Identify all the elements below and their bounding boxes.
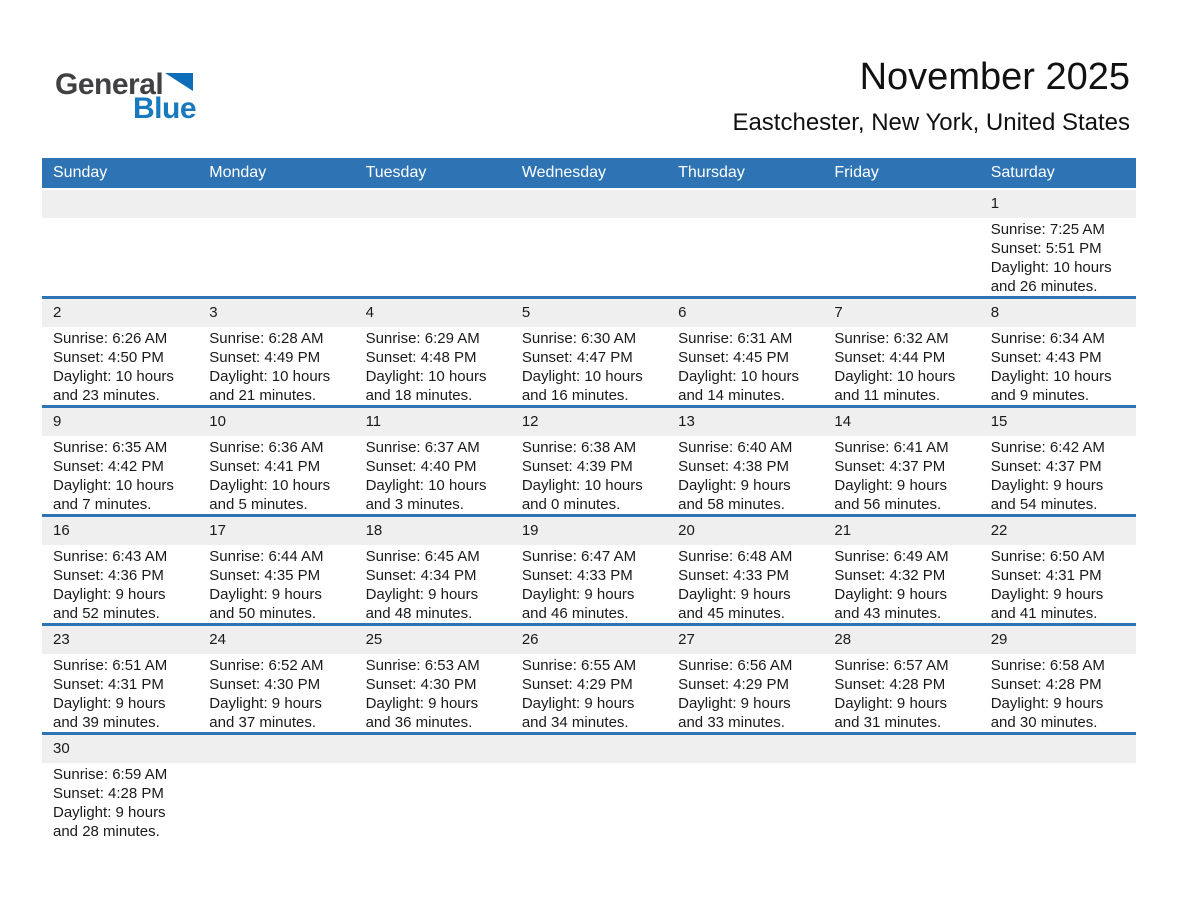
day-number	[355, 190, 511, 218]
daylight-minutes-text: and 36 minutes.	[365, 714, 473, 731]
title-block	[732, 56, 1130, 137]
sunrise-text: Sunrise: 6:42 AM	[990, 439, 1105, 456]
day-cell-21	[823, 517, 979, 623]
sunrise-text: Sunrise: 6:49 AM	[834, 548, 949, 565]
day-details	[667, 327, 823, 405]
daylight-minutes-text: and 16 minutes.	[521, 387, 629, 404]
daylight-hours-text: Daylight: 9 hours	[521, 695, 635, 712]
day-cell-empty	[511, 190, 667, 296]
day-number: 21	[823, 517, 979, 545]
generalblue-logo	[55, 70, 196, 124]
sunrise-text: Sunrise: 6:43 AM	[53, 548, 168, 565]
day-number: 8	[980, 299, 1136, 327]
day-number: 9	[42, 408, 198, 436]
day-details	[355, 545, 511, 623]
sunset-text: Sunset: 4:29 PM	[678, 676, 790, 693]
sunrise-text: Sunrise: 6:28 AM	[209, 330, 324, 347]
day-details	[355, 763, 511, 841]
day-cell-empty	[198, 735, 354, 841]
sunset-text: Sunset: 4:44 PM	[834, 349, 946, 366]
weekday-header-tuesday: Tuesday	[365, 164, 427, 181]
day-number	[667, 735, 823, 763]
day-details	[980, 654, 1136, 732]
day-details	[198, 545, 354, 623]
day-number: 26	[511, 626, 667, 654]
daylight-hours-text: Daylight: 10 hours	[834, 368, 956, 385]
day-cell-11	[355, 408, 511, 514]
daylight-hours-text: Daylight: 9 hours	[521, 586, 635, 603]
daylight-hours-text: Daylight: 10 hours	[990, 368, 1112, 385]
day-number: 15	[980, 408, 1136, 436]
day-cell-18	[355, 517, 511, 623]
daylight-minutes-text: and 7 minutes.	[53, 496, 152, 513]
sunset-text: Sunset: 5:51 PM	[990, 240, 1102, 257]
daylight-hours-text: Daylight: 9 hours	[990, 695, 1104, 712]
daylight-minutes-text: and 43 minutes.	[834, 605, 942, 622]
daylight-minutes-text: and 18 minutes.	[365, 387, 473, 404]
day-number: 22	[980, 517, 1136, 545]
daylight-hours-text: Daylight: 9 hours	[990, 477, 1104, 494]
day-details	[198, 327, 354, 405]
daylight-hours-text: Daylight: 10 hours	[521, 368, 643, 385]
sunrise-text: Sunrise: 6:40 AM	[678, 439, 793, 456]
day-number	[42, 190, 198, 218]
sunrise-text: Sunrise: 6:44 AM	[209, 548, 324, 565]
day-details	[198, 436, 354, 514]
day-details	[355, 654, 511, 732]
sunrise-text: Sunrise: 6:35 AM	[53, 439, 168, 456]
day-number: 1	[980, 190, 1136, 218]
day-details	[511, 218, 667, 296]
daylight-hours-text: Daylight: 10 hours	[53, 477, 174, 494]
daylight-hours-text: Daylight: 10 hours	[365, 477, 487, 494]
day-details	[980, 327, 1136, 405]
sunset-text: Sunset: 4:36 PM	[53, 567, 164, 584]
sunset-text: Sunset: 4:48 PM	[365, 349, 477, 366]
day-details	[198, 218, 354, 296]
day-cell-23	[42, 626, 198, 732]
daylight-hours-text: Daylight: 10 hours	[365, 368, 487, 385]
calendar-grid	[42, 190, 1136, 841]
daylight-hours-text: Daylight: 9 hours	[678, 586, 791, 603]
daylight-minutes-text: and 52 minutes.	[53, 605, 160, 622]
day-cell-24	[198, 626, 354, 732]
sunset-text: Sunset: 4:28 PM	[53, 785, 164, 802]
sunset-text: Sunset: 4:29 PM	[521, 676, 633, 693]
day-number: 14	[823, 408, 979, 436]
weekday-header-monday: Monday	[209, 164, 267, 181]
day-details	[511, 763, 667, 841]
day-cell-empty	[667, 190, 823, 296]
day-details	[42, 436, 198, 514]
day-number: 7	[823, 299, 979, 327]
day-cell-empty	[42, 190, 198, 296]
day-number: 23	[42, 626, 198, 654]
day-details	[355, 327, 511, 405]
sunrise-text: Sunrise: 6:30 AM	[521, 330, 637, 347]
sunrise-text: Sunrise: 6:45 AM	[365, 548, 480, 565]
daylight-hours-text: Daylight: 9 hours	[834, 586, 947, 603]
week-row-1	[42, 190, 1136, 299]
sunset-text: Sunset: 4:32 PM	[834, 567, 946, 584]
weekday-header-saturday: Saturday	[990, 164, 1055, 181]
day-details	[667, 218, 823, 296]
sunrise-text: Sunrise: 6:29 AM	[365, 330, 480, 347]
day-number: 29	[980, 626, 1136, 654]
day-details	[42, 763, 198, 841]
day-number	[511, 190, 667, 218]
daylight-hours-text: Daylight: 9 hours	[678, 477, 791, 494]
day-details	[42, 654, 198, 732]
daylight-hours-text: Daylight: 10 hours	[209, 477, 331, 494]
sunrise-text: Sunrise: 6:48 AM	[678, 548, 793, 565]
weekday-header-thursday: Thursday	[678, 164, 745, 181]
day-details	[823, 327, 979, 405]
day-details	[980, 763, 1136, 841]
day-cell-empty	[823, 735, 979, 841]
sunset-text: Sunset: 4:35 PM	[209, 567, 321, 584]
sunset-text: Sunset: 4:31 PM	[53, 676, 164, 693]
day-number	[980, 735, 1136, 763]
logo-triangle-icon	[165, 72, 193, 91]
daylight-hours-text: Daylight: 9 hours	[53, 695, 166, 712]
daylight-hours-text: Daylight: 9 hours	[365, 695, 479, 712]
day-cell-4	[355, 299, 511, 405]
daylight-hours-text: Daylight: 10 hours	[678, 368, 800, 385]
sunset-text: Sunset: 4:47 PM	[521, 349, 633, 366]
day-details	[511, 654, 667, 732]
calendar-table	[42, 158, 1136, 841]
daylight-hours-text: Daylight: 9 hours	[990, 586, 1104, 603]
sunset-text: Sunset: 4:37 PM	[834, 458, 946, 475]
daylight-hours-text: Daylight: 10 hours	[53, 368, 174, 385]
day-number: 2	[42, 299, 198, 327]
day-details	[980, 218, 1136, 296]
day-details	[823, 218, 979, 296]
day-cell-1	[980, 190, 1136, 296]
week-row-5	[42, 626, 1136, 735]
day-details	[42, 327, 198, 405]
sunrise-text: Sunrise: 6:55 AM	[521, 657, 637, 674]
day-cell-2	[42, 299, 198, 405]
sunset-text: Sunset: 4:28 PM	[990, 676, 1102, 693]
sunrise-text: Sunrise: 6:32 AM	[834, 330, 949, 347]
daylight-hours-text: Daylight: 9 hours	[834, 695, 947, 712]
day-cell-28	[823, 626, 979, 732]
sunset-text: Sunset: 4:50 PM	[53, 349, 164, 366]
daylight-hours-text: Daylight: 10 hours	[521, 477, 643, 494]
week-row-6	[42, 735, 1136, 841]
daylight-minutes-text: and 45 minutes.	[678, 605, 785, 622]
day-number: 25	[355, 626, 511, 654]
day-cell-5	[511, 299, 667, 405]
sunrise-text: Sunrise: 6:52 AM	[209, 657, 324, 674]
day-number: 17	[198, 517, 354, 545]
weekday-header-row	[42, 158, 1136, 188]
sunset-text: Sunset: 4:43 PM	[990, 349, 1102, 366]
daylight-minutes-text: and 41 minutes.	[990, 605, 1098, 622]
day-cell-25	[355, 626, 511, 732]
day-cell-empty	[823, 190, 979, 296]
sunset-text: Sunset: 4:31 PM	[990, 567, 1102, 584]
day-cell-22	[980, 517, 1136, 623]
daylight-minutes-text: and 31 minutes.	[834, 714, 942, 731]
day-details	[823, 436, 979, 514]
day-details	[667, 436, 823, 514]
day-cell-17	[198, 517, 354, 623]
day-number	[198, 190, 354, 218]
day-cell-empty	[511, 735, 667, 841]
weekday-header-sunday: Sunday	[53, 164, 108, 181]
daylight-minutes-text: and 0 minutes.	[521, 496, 621, 513]
day-cell-empty	[355, 190, 511, 296]
sunset-text: Sunset: 4:33 PM	[678, 567, 790, 584]
daylight-minutes-text: and 23 minutes.	[53, 387, 160, 404]
day-number: 10	[198, 408, 354, 436]
daylight-minutes-text: and 33 minutes.	[678, 714, 785, 731]
day-cell-29	[980, 626, 1136, 732]
weekday-header-wednesday: Wednesday	[521, 164, 607, 181]
day-cell-12	[511, 408, 667, 514]
page-title: November 2025	[859, 56, 1130, 98]
day-number: 28	[823, 626, 979, 654]
logo-text-blue: Blue	[133, 92, 197, 125]
daylight-hours-text: Daylight: 9 hours	[53, 586, 166, 603]
day-details	[42, 218, 198, 296]
daylight-hours-text: Daylight: 9 hours	[834, 477, 947, 494]
day-details	[355, 436, 511, 514]
day-cell-9	[42, 408, 198, 514]
day-number: 6	[667, 299, 823, 327]
daylight-minutes-text: and 28 minutes.	[53, 823, 160, 840]
day-number: 18	[355, 517, 511, 545]
daylight-minutes-text: and 9 minutes.	[990, 387, 1090, 404]
daylight-minutes-text: and 30 minutes.	[990, 714, 1098, 731]
day-number: 5	[511, 299, 667, 327]
daylight-minutes-text: and 21 minutes.	[209, 387, 317, 404]
day-details	[823, 763, 979, 841]
daylight-hours-text: Daylight: 9 hours	[678, 695, 791, 712]
day-details	[511, 327, 667, 405]
week-row-4	[42, 517, 1136, 626]
sunset-text: Sunset: 4:49 PM	[209, 349, 321, 366]
daylight-minutes-text: and 54 minutes.	[990, 496, 1098, 513]
day-number: 24	[198, 626, 354, 654]
day-number	[667, 190, 823, 218]
sunset-text: Sunset: 4:28 PM	[834, 676, 946, 693]
day-cell-14	[823, 408, 979, 514]
daylight-minutes-text: and 48 minutes.	[365, 605, 473, 622]
daylight-minutes-text: and 26 minutes.	[990, 278, 1098, 295]
day-number: 3	[198, 299, 354, 327]
sunrise-text: Sunrise: 6:37 AM	[365, 439, 480, 456]
sunrise-text: Sunrise: 6:58 AM	[990, 657, 1105, 674]
daylight-minutes-text: and 5 minutes.	[209, 496, 308, 513]
daylight-minutes-text: and 37 minutes.	[209, 714, 317, 731]
day-number	[198, 735, 354, 763]
day-details	[198, 763, 354, 841]
daylight-hours-text: Daylight: 9 hours	[209, 695, 322, 712]
day-details	[667, 654, 823, 732]
day-cell-empty	[355, 735, 511, 841]
day-details	[823, 654, 979, 732]
daylight-minutes-text: and 3 minutes.	[365, 496, 464, 513]
day-number: 20	[667, 517, 823, 545]
day-cell-15	[980, 408, 1136, 514]
sunset-text: Sunset: 4:30 PM	[365, 676, 477, 693]
day-details	[198, 654, 354, 732]
sunset-text: Sunset: 4:40 PM	[365, 458, 477, 475]
sunrise-text: Sunrise: 6:31 AM	[678, 330, 793, 347]
sunrise-text: Sunrise: 6:26 AM	[53, 330, 168, 347]
day-details	[511, 545, 667, 623]
sunset-text: Sunset: 4:37 PM	[990, 458, 1102, 475]
sunrise-text: Sunrise: 6:36 AM	[209, 439, 324, 456]
daylight-minutes-text: and 11 minutes.	[834, 387, 941, 404]
day-cell-empty	[667, 735, 823, 841]
day-details	[355, 218, 511, 296]
daylight-hours-text: Daylight: 9 hours	[53, 804, 166, 821]
daylight-minutes-text: and 56 minutes.	[834, 496, 942, 513]
day-cell-7	[823, 299, 979, 405]
daylight-hours-text: Daylight: 9 hours	[209, 586, 322, 603]
day-details	[980, 545, 1136, 623]
page-subtitle: Eastchester, New York, United States	[732, 108, 1130, 136]
sunset-text: Sunset: 4:42 PM	[53, 458, 164, 475]
day-number	[823, 190, 979, 218]
day-cell-6	[667, 299, 823, 405]
day-number	[355, 735, 511, 763]
sunrise-text: Sunrise: 6:47 AM	[521, 548, 637, 565]
daylight-minutes-text: and 58 minutes.	[678, 496, 785, 513]
day-number: 30	[42, 735, 198, 763]
day-details	[823, 545, 979, 623]
sunrise-text: Sunrise: 6:50 AM	[990, 548, 1105, 565]
day-cell-10	[198, 408, 354, 514]
sunrise-text: Sunrise: 6:41 AM	[834, 439, 949, 456]
day-cell-empty	[980, 735, 1136, 841]
day-number: 16	[42, 517, 198, 545]
logo-text-general: General	[55, 68, 164, 101]
sunrise-text: Sunrise: 7:25 AM	[990, 221, 1105, 238]
sunset-text: Sunset: 4:30 PM	[209, 676, 321, 693]
day-number	[511, 735, 667, 763]
sunrise-text: Sunrise: 6:57 AM	[834, 657, 949, 674]
sunrise-text: Sunrise: 6:51 AM	[53, 657, 168, 674]
daylight-minutes-text: and 14 minutes.	[678, 387, 785, 404]
sunset-text: Sunset: 4:39 PM	[521, 458, 633, 475]
week-row-3	[42, 408, 1136, 517]
daylight-minutes-text: and 46 minutes.	[521, 605, 629, 622]
day-number: 12	[511, 408, 667, 436]
day-cell-20	[667, 517, 823, 623]
day-cell-8	[980, 299, 1136, 405]
sunrise-text: Sunrise: 6:34 AM	[990, 330, 1105, 347]
day-cell-16	[42, 517, 198, 623]
day-details	[980, 436, 1136, 514]
day-cell-26	[511, 626, 667, 732]
sunset-text: Sunset: 4:33 PM	[521, 567, 633, 584]
day-cell-19	[511, 517, 667, 623]
sunrise-text: Sunrise: 6:53 AM	[365, 657, 480, 674]
day-details	[42, 545, 198, 623]
day-number: 19	[511, 517, 667, 545]
daylight-hours-text: Daylight: 9 hours	[365, 586, 479, 603]
sunset-text: Sunset: 4:38 PM	[678, 458, 790, 475]
daylight-minutes-text: and 34 minutes.	[521, 714, 629, 731]
sunrise-text: Sunrise: 6:38 AM	[521, 439, 637, 456]
sunrise-text: Sunrise: 6:56 AM	[678, 657, 793, 674]
sunset-text: Sunset: 4:41 PM	[209, 458, 321, 475]
day-cell-13	[667, 408, 823, 514]
day-details	[667, 763, 823, 841]
sunrise-text: Sunrise: 6:59 AM	[53, 766, 168, 783]
sunset-text: Sunset: 4:45 PM	[678, 349, 790, 366]
day-number: 11	[355, 408, 511, 436]
day-details	[511, 436, 667, 514]
daylight-hours-text: Daylight: 10 hours	[209, 368, 331, 385]
daylight-hours-text: Daylight: 10 hours	[990, 259, 1112, 276]
daylight-minutes-text: and 39 minutes.	[53, 714, 160, 731]
day-number: 13	[667, 408, 823, 436]
day-cell-27	[667, 626, 823, 732]
day-cell-30	[42, 735, 198, 841]
day-number: 27	[667, 626, 823, 654]
day-number	[823, 735, 979, 763]
daylight-minutes-text: and 50 minutes.	[209, 605, 317, 622]
day-number: 4	[355, 299, 511, 327]
sunset-text: Sunset: 4:34 PM	[365, 567, 477, 584]
day-details	[667, 545, 823, 623]
weekday-header-friday: Friday	[834, 164, 879, 181]
week-row-2	[42, 299, 1136, 408]
day-cell-3	[198, 299, 354, 405]
day-cell-empty	[198, 190, 354, 296]
